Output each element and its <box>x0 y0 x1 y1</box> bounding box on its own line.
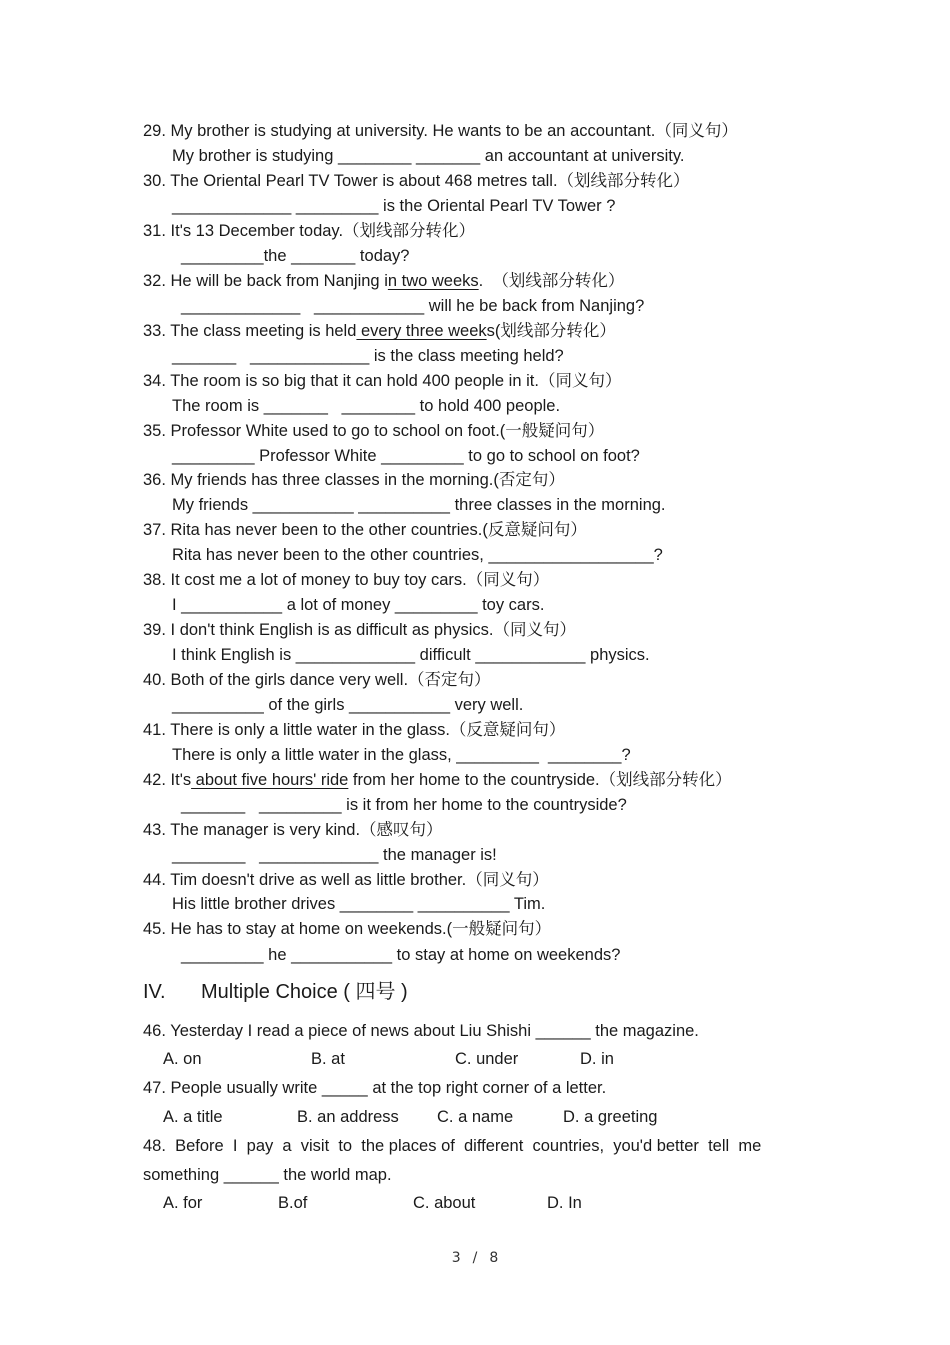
page-total: 8 <box>489 1250 499 1266</box>
option-c: C. under <box>455 1050 519 1068</box>
question-48-continued: something ______ the world map. <box>143 1166 392 1184</box>
question-46: 46. Yesterday I read a piece of news about Liu Shishi ______ the magazine. <box>143 1022 699 1040</box>
question-34: 34. The room is so big that it can hold 400 people in it.（同义句） <box>143 372 622 390</box>
answer-34: The room is _______ ________ to hold 400 people. <box>172 397 561 415</box>
option-d: D. In <box>547 1194 582 1212</box>
option-b: B. at <box>311 1050 345 1068</box>
question-33-text: 33. The class meeting is held <box>143 322 357 340</box>
question-31: 31. It's 13 December today.（划线部分转化） <box>143 222 476 240</box>
option-b: B.of <box>278 1194 308 1212</box>
answer-45: _________ he ___________ to stay at home on weekends? <box>181 946 621 964</box>
answer-30: _____________ _________ is the Oriental Pearl TV Tower ? <box>172 197 616 215</box>
underlined-phrase: about five hours' ride <box>191 771 349 789</box>
question-45: 45. He has to stay at home on weekends.(一般疑问句） <box>143 920 552 938</box>
section-heading <box>143 980 408 1004</box>
answer-44: His little brother drives ________ __________ Tim. <box>172 895 546 913</box>
answer-29: My brother is studying ________ _______ an accountant at university. <box>172 147 685 165</box>
answer-37: Rita has never been to the other countries, __________________? <box>172 546 663 564</box>
underlined-phrase: every three week <box>356 322 487 340</box>
question-37: 37. Rita has never been to the other countries.(反意疑问句） <box>143 521 587 539</box>
answer-43: ________ _____________ the manager is! <box>172 846 497 864</box>
option-b: B. an address <box>297 1108 399 1126</box>
section-number: IV. <box>143 981 166 1003</box>
answer-36: My friends ___________ __________ three classes in the morning. <box>172 496 666 514</box>
question-29: 29. My brother is studying at university. He wants to be an accountant.（同义句） <box>143 122 738 140</box>
answer-39: I think English is _____________ difficult ____________ physics. <box>172 646 650 664</box>
question-41: 41. There is only a little water in the glass.（反意疑问句） <box>143 721 566 739</box>
question-42 <box>143 770 732 790</box>
question-32-text: 32. He will be back from Nanjing i <box>143 272 388 290</box>
option-a: A. a title <box>163 1108 223 1126</box>
question-33 <box>143 321 616 341</box>
question-35: 35. Professor White used to go to school on foot.(一般疑问句） <box>143 422 605 440</box>
question-30: 30. The Oriental Pearl TV Tower is about 468 metres tall.（划线部分转化） <box>143 172 690 190</box>
answer-38: I ___________ a lot of money _________ toy cars. <box>172 596 545 614</box>
answer-40: __________ of the girls ___________ very well. <box>172 696 524 714</box>
option-c: C. about <box>413 1194 476 1212</box>
option-a: A. on <box>163 1050 202 1068</box>
section-title: Multiple Choice ( 四号 ) <box>201 981 408 1003</box>
question-42-tail: from her home to the countryside.（划线部分转化） <box>348 771 732 789</box>
question-32-tail: . （划线部分转化） <box>478 272 625 290</box>
page-footer <box>0 1250 950 1266</box>
question-42-text: 42. It's <box>143 771 192 789</box>
question-43: 43. The manager is very kind.（感叹句） <box>143 821 443 839</box>
question-40: 40. Both of the girls dance very well.（否定句） <box>143 671 491 689</box>
answer-41: There is only a little water in the glass, _________ ________? <box>172 746 631 764</box>
option-c: C. a name <box>437 1108 514 1126</box>
question-39: 39. I don't think English is as difficult as physics.（同义句） <box>143 621 576 639</box>
question-47: 47. People usually write _____ at the top right corner of a letter. <box>143 1079 607 1097</box>
answer-35: _________ Professor White _________ to go to school on foot? <box>172 447 640 465</box>
option-a: A. for <box>163 1194 203 1212</box>
option-d: D. in <box>580 1050 614 1068</box>
question-33-tail: s(划线部分转化） <box>486 322 616 340</box>
answer-42: _______ _________ is it from her home to the countryside? <box>181 796 627 814</box>
page-number: 3 <box>451 1250 461 1266</box>
option-d: D. a greeting <box>563 1108 658 1126</box>
question-32 <box>143 271 624 291</box>
answer-32: _____________ ____________ will he be back from Nanjing? <box>181 297 645 315</box>
question-36: 36. My friends has three classes in the morning.(否定句） <box>143 471 565 489</box>
answer-31: _________the _______ today? <box>181 247 410 265</box>
page-separator: / <box>472 1250 478 1266</box>
question-48: 48. Before I pay a visit to the places of different countries, you'd better tell me <box>143 1137 762 1155</box>
question-38: 38. It cost me a lot of money to buy toy cars.（同义句） <box>143 571 550 589</box>
underlined-phrase: n two weeks <box>387 272 479 290</box>
question-44: 44. Tim doesn't drive as well as little brother.（同义句） <box>143 871 549 889</box>
answer-33: _______ _____________ is the class meeting held? <box>172 347 564 365</box>
